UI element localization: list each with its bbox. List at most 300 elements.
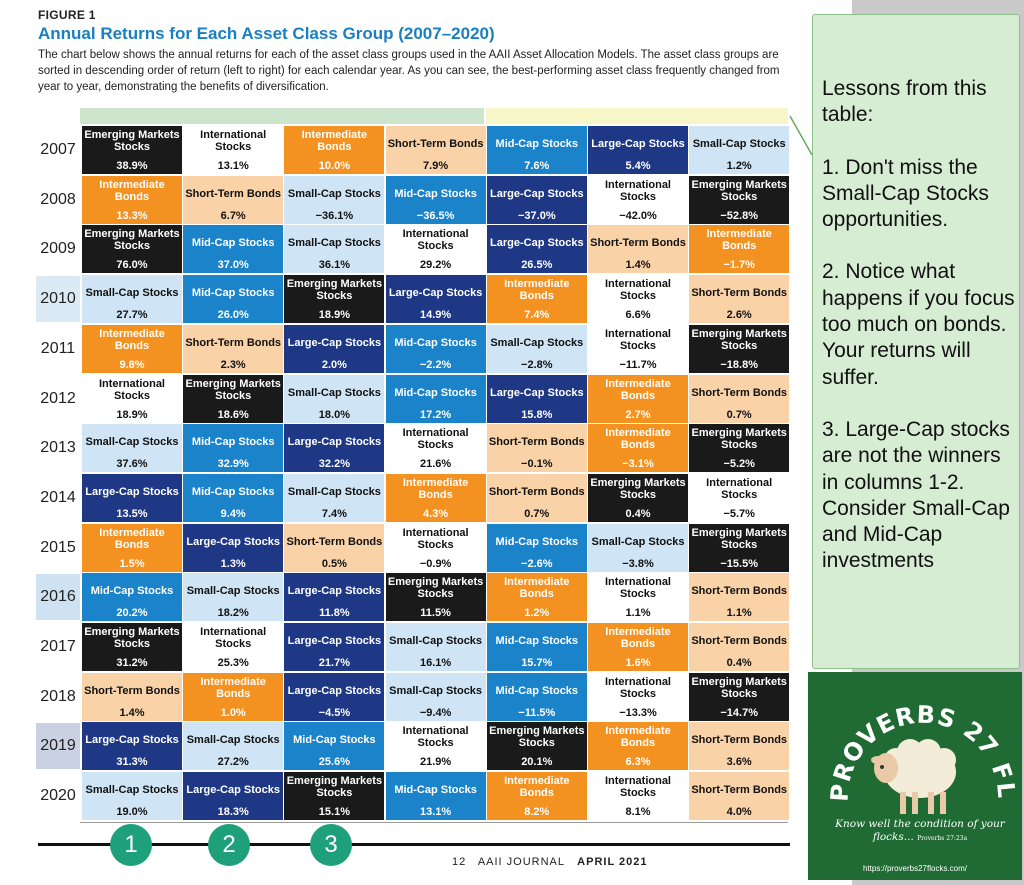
asset-class-name	[288, 635, 382, 647]
asset-class-name-line: Stocks	[113, 638, 151, 650]
table-cell	[284, 524, 384, 572]
return-value: −5.7%	[723, 507, 755, 520]
asset-class-name	[187, 734, 280, 746]
asset-class-name-line: Large-Cap Stocks	[591, 138, 685, 150]
asset-class-name-line: Small-Cap Stocks	[389, 684, 483, 697]
return-value: 2.0%	[321, 358, 347, 371]
asset-class-name-line: Emerging Markets	[489, 725, 585, 738]
asset-class-name-line: International	[98, 377, 165, 390]
asset-class-name-line: Stocks	[113, 389, 151, 402]
asset-class-name-line: Large-Cap Stocks	[287, 585, 382, 598]
asset-class-name	[287, 775, 382, 799]
table-cell	[487, 375, 587, 423]
callout-pointer	[0, 0, 830, 170]
table-cell	[588, 424, 688, 472]
table-cell	[588, 325, 688, 373]
asset-class-name	[394, 337, 477, 349]
table-cell	[588, 722, 688, 770]
table-cell	[487, 424, 587, 472]
asset-class-name-line: Small-Cap Stocks	[692, 138, 786, 150]
asset-class-name-line: Stocks	[113, 240, 151, 253]
asset-class-name	[187, 585, 280, 597]
asset-class-name-line: Bonds	[216, 687, 251, 700]
asset-class-name	[192, 486, 275, 498]
asset-class-name	[706, 228, 771, 252]
asset-class-name	[590, 477, 685, 501]
return-value: −4.5%	[318, 706, 351, 719]
table-cell	[386, 375, 486, 423]
asset-class-name-line: Short-Term Bonds	[84, 684, 180, 697]
return-value: 7.6%	[524, 160, 550, 172]
return-value: −9.4%	[419, 706, 452, 719]
asset-class-name	[389, 635, 482, 647]
return-value: 25.3%	[217, 657, 249, 669]
asset-class-name	[403, 527, 469, 551]
table-cell	[386, 573, 486, 621]
return-value: 3.6%	[726, 756, 752, 769]
asset-class-name	[605, 626, 670, 650]
table-cell	[689, 573, 789, 621]
asset-class-name	[403, 725, 469, 749]
lessons-heading: Lessons from this table:	[822, 77, 987, 127]
return-value: −37.0%	[517, 209, 556, 222]
asset-class-name-line: International	[402, 526, 469, 539]
return-value: 0.7%	[524, 507, 550, 520]
asset-class-name-line: Large-Cap Stocks	[186, 784, 280, 797]
asset-class-name-line: Emerging Markets	[691, 178, 787, 191]
table-cell	[82, 225, 182, 273]
asset-class-name-line: International	[402, 427, 469, 440]
return-value: −2.2%	[419, 358, 452, 371]
asset-class-name-line: Large-Cap Stocks	[287, 684, 382, 697]
return-value: −42.0%	[619, 209, 657, 222]
table-cell	[386, 623, 486, 671]
lesson-3: 3. Large-Cap stocks are not the winners in columns 1-2. Consider Small-Cap and Mid-Cap investments	[822, 417, 1010, 573]
asset-class-name-line: Stocks	[316, 787, 353, 800]
return-value: 8.2%	[524, 806, 550, 819]
asset-class-name-line: Bonds	[418, 488, 453, 501]
asset-class-name	[605, 328, 671, 352]
table-cell	[183, 722, 283, 770]
asset-class-name	[496, 536, 579, 548]
asset-class-name	[85, 486, 179, 498]
asset-class-name	[490, 387, 584, 399]
return-value: 37.0%	[217, 259, 249, 272]
asset-class-name	[85, 734, 179, 746]
asset-class-name	[691, 784, 787, 796]
return-value: −36.1%	[315, 209, 354, 222]
asset-class-name	[489, 486, 585, 498]
asset-class-name-line: International	[604, 327, 671, 340]
table-cell	[689, 524, 789, 572]
return-value: 18.9%	[318, 309, 350, 322]
return-value: 2.6%	[726, 309, 752, 322]
table-cell	[487, 673, 587, 721]
asset-class-name-line: Small-Cap Stocks	[85, 784, 179, 797]
asset-class-name-line: Small-Cap Stocks	[186, 734, 280, 747]
table-cell	[82, 573, 182, 621]
asset-class-name-line: Short-Term Bonds	[691, 386, 788, 399]
asset-class-name-line: International	[402, 725, 469, 738]
return-value: 21.6%	[419, 458, 452, 471]
table-cell	[689, 325, 789, 373]
asset-class-name-line: Stocks	[518, 737, 555, 750]
asset-class-name	[592, 536, 685, 548]
logo-arc-text: PROVERBS 27 FL	[825, 700, 1021, 803]
asset-class-name-line: Intermediate	[605, 377, 671, 390]
asset-class-name-line: Intermediate	[99, 327, 165, 340]
table-cell	[183, 474, 283, 522]
asset-class-name	[691, 734, 787, 746]
return-value: 21.7%	[318, 657, 350, 669]
logo-tagline	[830, 818, 1010, 845]
return-value: 0.4%	[625, 507, 651, 520]
asset-class-name-line: Stocks	[619, 588, 657, 601]
asset-class-name	[504, 775, 569, 799]
table-cell	[588, 524, 688, 572]
asset-class-name-line: International	[604, 675, 671, 688]
asset-class-name-line: Emerging Markets	[185, 377, 281, 390]
table-cell	[82, 623, 182, 671]
asset-class-name-line: Short-Term Bonds	[286, 535, 383, 548]
asset-class-name	[192, 436, 275, 448]
asset-class-name-line: Mid-Cap Stocks	[293, 734, 376, 747]
asset-class-name	[605, 576, 671, 600]
asset-class-name-line: Stocks	[417, 439, 454, 452]
asset-class-name	[605, 378, 670, 402]
return-value: 1.6%	[625, 657, 651, 669]
asset-class-name-line: Intermediate	[402, 476, 469, 489]
year-label: 2016	[40, 588, 76, 606]
return-value: −2.8%	[521, 358, 553, 371]
asset-class-name	[192, 287, 275, 299]
asset-class-name-line: Stocks	[619, 687, 657, 700]
logo-url: https://proverbs27flocks.com/	[862, 864, 968, 873]
return-value: 31.2%	[116, 657, 148, 669]
asset-class-name-line: Short-Term Bonds	[691, 287, 788, 300]
table-cell	[386, 275, 486, 323]
table-cell	[386, 176, 486, 224]
asset-class-name	[288, 188, 381, 200]
asset-class-name-line: International	[604, 178, 671, 191]
column-marker-2: 2	[208, 824, 250, 866]
asset-class-name-line: Small-Cap Stocks	[287, 187, 381, 200]
return-value: 0.7%	[726, 408, 752, 421]
asset-class-name	[99, 527, 164, 551]
asset-class-name-line: Large-Cap Stocks	[490, 237, 584, 250]
table-cell	[588, 772, 688, 820]
return-value: 13.3%	[116, 209, 148, 222]
asset-class-name-line: Intermediate	[504, 278, 570, 291]
table-cell	[689, 225, 789, 273]
return-value: −11.7%	[619, 358, 657, 371]
asset-class-name	[504, 278, 569, 302]
asset-class-name	[388, 576, 483, 600]
figure-label: FIGURE 1	[38, 8, 96, 22]
table-cell	[487, 772, 587, 820]
return-value: 1.3%	[220, 557, 246, 570]
table-cell	[284, 225, 384, 273]
asset-class-name-line: Mid-Cap Stocks	[495, 138, 579, 150]
asset-class-name-line: Short-Term Bonds	[590, 237, 686, 250]
asset-class-name-line: Mid-Cap Stocks	[191, 485, 275, 498]
table-cell	[183, 772, 283, 820]
asset-class-name-line: Stocks	[619, 339, 657, 352]
return-value: 13.5%	[116, 507, 148, 520]
asset-class-name-line: Stocks	[316, 290, 353, 303]
return-value: −5.2%	[723, 458, 755, 471]
table-cell	[82, 424, 182, 472]
return-value: 6.6%	[625, 309, 651, 322]
table-cell	[183, 375, 283, 423]
return-value: 1.4%	[119, 706, 145, 719]
asset-class-name-line: International	[200, 129, 267, 141]
asset-class-name	[692, 427, 787, 451]
table-cell	[689, 623, 789, 671]
table-cell	[588, 176, 688, 224]
table-cell	[689, 673, 789, 721]
asset-class-name-line: Emerging Markets	[691, 675, 787, 688]
asset-class-name-line: Bonds	[620, 638, 656, 650]
return-value: 0.4%	[726, 657, 752, 669]
return-value: 0.5%	[321, 557, 347, 570]
table-cell	[487, 524, 587, 572]
table-cell	[183, 623, 283, 671]
table-cell	[588, 573, 688, 621]
asset-class-name-line: International	[402, 228, 469, 241]
lesson-1: 1. Don't miss the Small-Cap Stocks opportunities.	[822, 155, 989, 232]
asset-class-name	[692, 676, 787, 700]
return-value: 15.8%	[521, 408, 553, 421]
asset-class-name-line: Mid-Cap Stocks	[90, 585, 174, 598]
asset-class-name-line: Bonds	[620, 439, 656, 452]
asset-class-name-line: Small-Cap Stocks	[591, 535, 685, 548]
return-value: 31.3%	[116, 756, 148, 769]
asset-class-name-line: Small-Cap Stocks	[186, 585, 280, 598]
asset-class-name-line: Emerging Markets	[84, 626, 180, 638]
return-value: 11.8%	[319, 607, 350, 620]
asset-class-name	[192, 237, 275, 249]
asset-class-name-line: Stocks	[721, 190, 758, 203]
asset-class-name-line: International	[604, 775, 671, 788]
table-cell	[487, 275, 587, 323]
table-cell	[487, 474, 587, 522]
asset-class-name-line: Stocks	[417, 240, 454, 253]
asset-class-name	[288, 685, 382, 697]
return-value: 9.4%	[220, 507, 246, 520]
asset-class-name	[91, 585, 174, 597]
year-label: 2019	[40, 737, 76, 755]
asset-class-name-line: Small-Cap Stocks	[389, 635, 483, 647]
table-bottom-rule	[80, 822, 788, 823]
asset-class-name-line: Bonds	[519, 787, 554, 800]
return-value: 1.2%	[524, 607, 550, 620]
asset-class-name	[86, 436, 179, 448]
asset-class-name-line: Large-Cap Stocks	[186, 535, 280, 548]
lessons-text	[822, 76, 1018, 601]
return-value: 4.3%	[423, 507, 449, 520]
return-value: 8.1%	[625, 806, 651, 819]
asset-class-name-line: Emerging Markets	[387, 576, 484, 589]
asset-class-name-line: Intermediate	[99, 178, 165, 191]
table-cell	[82, 772, 182, 820]
asset-class-name	[394, 387, 477, 399]
table-cell	[386, 325, 486, 373]
asset-class-name	[605, 676, 671, 700]
table-cell	[82, 176, 182, 224]
asset-class-name	[590, 237, 686, 249]
return-value: 27.7%	[116, 309, 148, 322]
asset-class-name-line: Bonds	[114, 339, 150, 352]
asset-class-name	[185, 188, 281, 200]
return-value: 4.0%	[726, 806, 752, 819]
year-label: 2009	[40, 240, 76, 258]
table-cell	[588, 375, 688, 423]
year-label: 2020	[40, 787, 76, 805]
asset-class-name-line: Stocks	[619, 787, 657, 800]
lesson-2: 2. Notice what happens if you focus too much on bonds. Your returns will suffer.	[822, 260, 1015, 389]
asset-class-name-line: Short-Term Bonds	[488, 485, 585, 498]
asset-class-name-line: Intermediate	[605, 427, 671, 440]
year-label: 2007	[40, 141, 76, 158]
asset-class-name-line: Stocks	[417, 538, 454, 551]
asset-class-name	[605, 427, 670, 451]
table-cell	[284, 176, 384, 224]
table-cell	[487, 225, 587, 273]
asset-class-name	[288, 387, 381, 399]
asset-class-name-line: Emerging Markets	[84, 129, 180, 141]
asset-class-name-line: Short-Term Bonds	[691, 585, 788, 598]
asset-class-name-line: Stocks	[215, 638, 252, 650]
table-cell	[82, 375, 182, 423]
return-value: −1.7%	[723, 259, 755, 272]
return-value: 7.9%	[423, 160, 449, 172]
table-cell	[284, 325, 384, 373]
asset-class-name	[605, 775, 671, 799]
table-cell	[183, 573, 283, 621]
return-value: 76.0%	[116, 259, 148, 272]
asset-class-name	[692, 527, 787, 551]
return-value: 18.0%	[318, 408, 350, 421]
asset-class-name	[86, 784, 179, 796]
return-value: 36.1%	[318, 259, 350, 272]
asset-class-name	[691, 585, 787, 597]
table-cell	[386, 474, 486, 522]
return-value: 29.2%	[419, 259, 452, 272]
table-cell	[284, 424, 384, 472]
table-cell	[284, 375, 384, 423]
return-value: 18.2%	[217, 607, 249, 620]
return-value: −13.3%	[619, 706, 657, 719]
logo-verse: Proverbs 27:23a	[917, 835, 968, 842]
asset-class-name	[99, 328, 164, 352]
asset-class-name	[99, 179, 164, 203]
asset-class-name	[200, 626, 266, 650]
return-value: 20.1%	[521, 756, 553, 769]
asset-class-name-line: Mid-Cap Stocks	[495, 684, 579, 697]
asset-class-name-line: International	[604, 576, 671, 589]
year-label: 2014	[40, 488, 76, 506]
asset-class-name	[489, 436, 585, 448]
return-value: 1.5%	[119, 557, 145, 570]
return-value: 16.1%	[419, 657, 452, 669]
asset-class-name	[287, 536, 383, 548]
asset-class-name-line: Mid-Cap Stocks	[394, 187, 477, 200]
asset-class-name-line: Short-Term Bonds	[387, 138, 484, 150]
return-value: 18.9%	[116, 408, 148, 421]
asset-class-name-line: International	[706, 476, 773, 489]
return-value: −14.7%	[720, 706, 758, 719]
table-cell	[487, 623, 587, 671]
table-cell	[689, 275, 789, 323]
asset-class-name-line: Stocks	[721, 488, 758, 501]
asset-class-name	[496, 685, 579, 697]
asset-class-name-line: Stocks	[721, 439, 758, 452]
asset-class-name-line: Small-Cap Stocks	[85, 436, 179, 449]
asset-class-name-line: Large-Cap Stocks	[490, 386, 584, 399]
table-cell	[284, 474, 384, 522]
return-value: −0.9%	[419, 557, 452, 570]
asset-class-name-line: Large-Cap Stocks	[388, 287, 483, 300]
return-value: −52.8%	[720, 209, 758, 222]
return-value: 7.4%	[321, 507, 347, 520]
year-label: 2008	[40, 190, 76, 208]
asset-class-name-line: Stocks	[215, 389, 252, 402]
asset-class-name	[691, 635, 787, 647]
return-value: −3.1%	[622, 458, 654, 471]
asset-class-name	[389, 685, 482, 697]
asset-class-name-line: Intermediate	[504, 576, 570, 589]
asset-class-name-line: Bonds	[519, 290, 554, 303]
asset-class-name-line: Mid-Cap Stocks	[394, 386, 477, 399]
asset-class-name	[288, 337, 382, 349]
asset-class-name	[288, 486, 381, 498]
return-value: 18.6%	[217, 408, 249, 421]
return-value: 32.9%	[217, 458, 249, 471]
asset-class-name	[99, 378, 165, 402]
table-cell	[284, 673, 384, 721]
asset-class-name	[394, 188, 477, 200]
asset-class-name	[389, 287, 483, 299]
asset-class-name-line: Short-Term Bonds	[185, 187, 282, 200]
asset-class-name-line: Small-Cap Stocks	[85, 287, 179, 300]
asset-class-name	[490, 188, 584, 200]
asset-class-name-line: Short-Term Bonds	[185, 336, 282, 349]
return-value: 11.5%	[420, 607, 451, 620]
asset-class-name-line: Small-Cap Stocks	[287, 485, 381, 498]
return-value: 7.4%	[524, 309, 550, 322]
table-cell	[588, 623, 688, 671]
asset-class-name-line: Intermediate	[99, 526, 165, 539]
asset-class-name-line: International	[604, 278, 671, 291]
figure-description: The chart below shows the annual returns for each of the asset class groups used in the AAII Asset Allocation Models. The asset class groups are sorted in descending order of return (left to right) for each calendar year. As you can see, the best-performing asset class frequently changed from year to year, demonstrating the benefits of diversification.	[38, 49, 780, 93]
asset-class-name-line: Small-Cap Stocks	[287, 237, 381, 250]
return-value: −18.8%	[720, 358, 758, 371]
asset-class-name-line: Stocks	[417, 737, 454, 750]
asset-class-name-line: Bonds	[114, 190, 150, 203]
asset-class-name-line: Large-Cap Stocks	[287, 635, 382, 647]
return-value: 6.7%	[220, 209, 246, 222]
return-value: 1.1%	[726, 607, 752, 620]
asset-class-name-line: Stocks	[721, 687, 758, 700]
return-value: 18.3%	[217, 806, 249, 819]
asset-class-name	[692, 179, 787, 203]
asset-class-name-line: Bonds	[722, 240, 757, 253]
asset-class-name-line: Mid-Cap Stocks	[394, 336, 477, 349]
return-value: 2.3%	[220, 358, 246, 371]
year-label: 2013	[40, 439, 76, 457]
asset-class-name-line: Small-Cap Stocks	[490, 336, 584, 349]
